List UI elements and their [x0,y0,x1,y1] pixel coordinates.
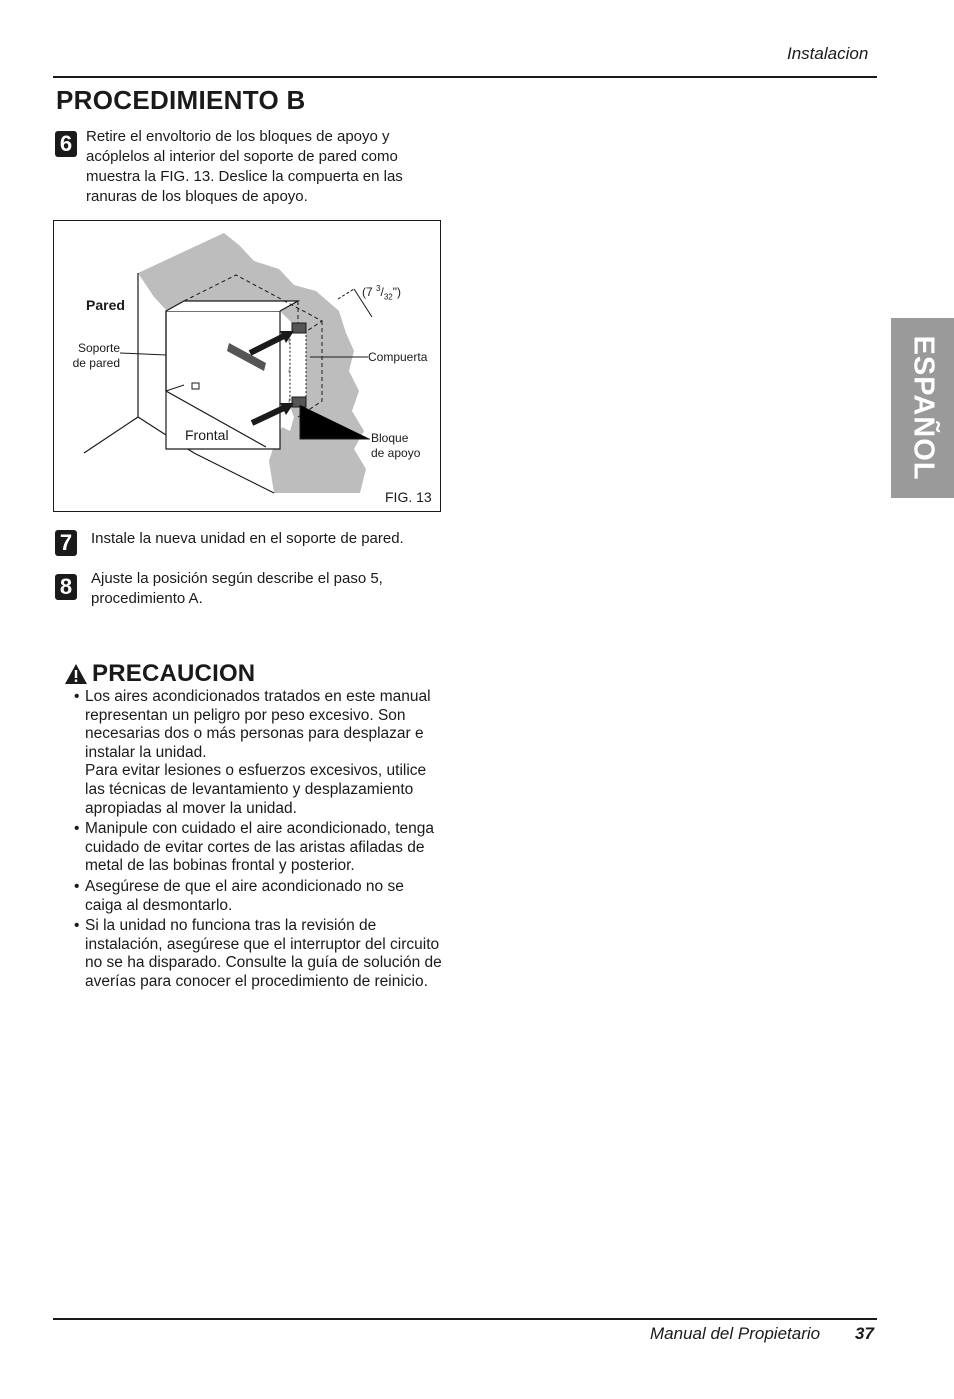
step-6-number: 6 [55,131,77,157]
page-title: PROCEDIMIENTO B [56,85,306,115]
step-6-text: Retire el envoltorio de los bloques de apoyo y acóplelos al interior del soporte de pared como muestra la FIG. 13. Deslice la compuerta en las ranuras de los bloques de apoyo. [86,128,403,205]
label-frontal: Frontal [185,427,229,443]
page-number: 37 [855,1324,874,1343]
language-label: ESPAÑOL [907,335,939,481]
label-pared: Pared [86,297,125,313]
label-dimension: (7 $^3/_{32}$") [362,284,401,302]
caution-heading [64,660,255,688]
bullet: • [74,688,80,705]
label-soporte: Soporte de pared [72,341,120,370]
language-side-tab [891,318,954,498]
caution-item: • Asegúrese de que el aire acondicionado no se caiga al desmontarlo. [74,877,404,914]
figure-13 [53,220,441,512]
figure-caption: FIG. 13 [385,489,432,505]
bullet: • [74,820,80,838]
caution-title: PRECAUCION [92,660,256,687]
step-7-text: Instale la nueva unidad en el soporte de pared. [91,530,404,547]
step-8-text: Ajuste la posición según describe el paso 5, procedimiento A. [91,570,383,607]
caution-item: • Si la unidad no funciona tras la revisión de instalación, asegúrese que el interruptor del circuito no se ha disparado. Consulte la guía de solución de averías para conocer el procedimiento de reinicio. [74,917,442,990]
section-header: Instalacion [787,44,869,63]
warning-triangle-icon [64,663,88,685]
footer-rule [53,1318,877,1320]
caution-list [74,688,444,994]
header-rule [53,76,877,78]
footer-title: Manual del Propietario [650,1324,821,1343]
caution-item: • Los aires acondicionados tratados en este manual representan un peligro por peso excesivo. Son necesarias dos o más personas para desplazar e instalar la unidad. Para evitar lesiones o esfuerzos excesivos, utilice las técnicas de levantamiento y desplazamiento apropiadas al mover la unidad. [74,688,431,817]
label-bloque: Bloque de apoyo [371,431,421,460]
caution-item: • Manipule con cuidado el aire acondicionado, tenga cuidado de evitar cortes de las aristas afiladas de metal de las bobinas frontal y posterior. [74,820,434,875]
bullet: • [74,877,80,895]
bullet: • [74,917,80,935]
step-7-number: 7 [55,530,77,556]
label-compuerta: Compuerta [368,350,428,364]
step-8-number: 8 [55,574,77,600]
